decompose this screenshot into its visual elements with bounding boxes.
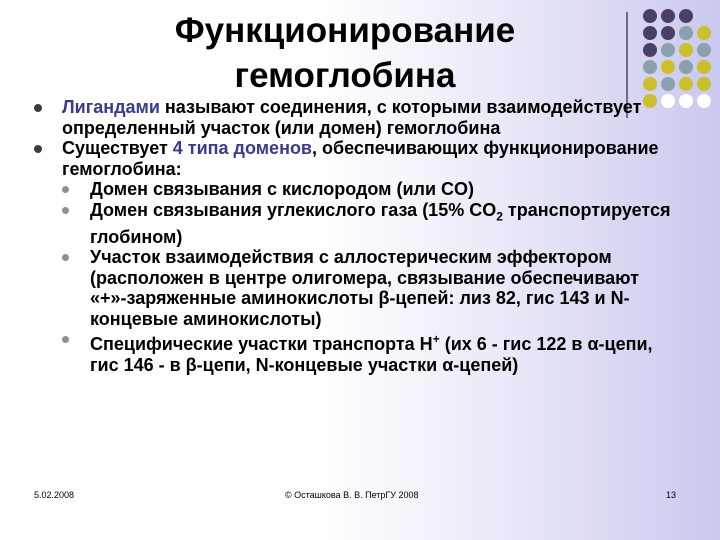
- title-line-2: гемоглобина: [234, 56, 456, 95]
- sub-bullet-text: (их 6 - гис 122 в α-цепи, гис 146 - в β-цепи, N-концевые участки α-цепей): [90, 334, 653, 375]
- sub-bullet-text: Домен связывания углекислого газа (15% CO: [90, 199, 497, 220]
- sub-bullet-text: Домен связывания с кислородом (или CO): [90, 179, 475, 199]
- dot: [697, 94, 711, 108]
- sub-bullet-text: Участок взаимодействия с аллостерическим эффектором (расположен в центре олигомера, связывание обеспечивают «+»-заряженные аминокислоты β-цепей: лиз 82, гис 143 и N-концевые аминокислоты): [90, 247, 639, 329]
- dot: [679, 77, 693, 91]
- sub-bullet-text: транспортируется глобином): [90, 199, 671, 247]
- bullet-item-ligands: [34, 97, 674, 138]
- sub-bullet-dot-icon: [62, 186, 69, 193]
- highlight-domains: 4 типа доменов: [172, 138, 312, 158]
- dot: [697, 26, 711, 40]
- dot: [697, 43, 711, 57]
- dot: [679, 60, 693, 74]
- bullet-text: Существует: [62, 138, 173, 158]
- sub-bullet-co2: [62, 200, 674, 248]
- sub-bullet-allosteric: [62, 247, 674, 329]
- sub-bullet-dot-icon: [62, 336, 69, 343]
- bullet-text: называют соединения, с которыми взаимодействует определенный участок (или домен) гемоглобина: [62, 97, 642, 138]
- bullet-text: , обеспечивающих функционирование гемоглобина:: [62, 138, 659, 179]
- dot: [679, 26, 693, 40]
- dot: [661, 26, 675, 40]
- sub-bullet-dot-icon: [62, 254, 69, 261]
- bullet-list: [34, 97, 674, 375]
- dot: [643, 77, 657, 91]
- sub-bullet-text: Специфические участки транспорта H: [90, 334, 433, 355]
- dot: [643, 9, 657, 23]
- dot: [643, 43, 657, 57]
- dot: [679, 94, 693, 108]
- bullet-item-domains: [34, 138, 674, 375]
- dot: [661, 43, 675, 57]
- bullet-dot-icon: [34, 104, 42, 112]
- footer-page-number: 13: [666, 490, 677, 500]
- highlight-ligands: Лигандами: [62, 97, 160, 117]
- sub-bullet-list: [62, 179, 674, 375]
- footer-copyright: © Осташкова В. В. ПетрГУ 2008: [285, 490, 419, 500]
- slide-title: [120, 8, 570, 98]
- dot: [661, 77, 675, 91]
- sub-bullet-dot-icon: [62, 207, 69, 214]
- dot: [697, 77, 711, 91]
- title-line-1: Функционирование: [174, 11, 516, 50]
- dot: [661, 60, 675, 74]
- dot: [679, 9, 693, 23]
- dot: [643, 26, 657, 40]
- slide-body: [34, 97, 674, 375]
- dot: [697, 60, 711, 74]
- sub-bullet-proton: [62, 329, 674, 375]
- subscript: 2: [496, 209, 503, 224]
- dot: [643, 60, 657, 74]
- superscript: +: [432, 332, 440, 347]
- dot: [661, 9, 675, 23]
- sub-bullet-oxygen: [62, 179, 674, 200]
- footer-date: 5.02.2008: [34, 490, 75, 500]
- bullet-dot-icon: [34, 145, 42, 153]
- dot: [679, 43, 693, 57]
